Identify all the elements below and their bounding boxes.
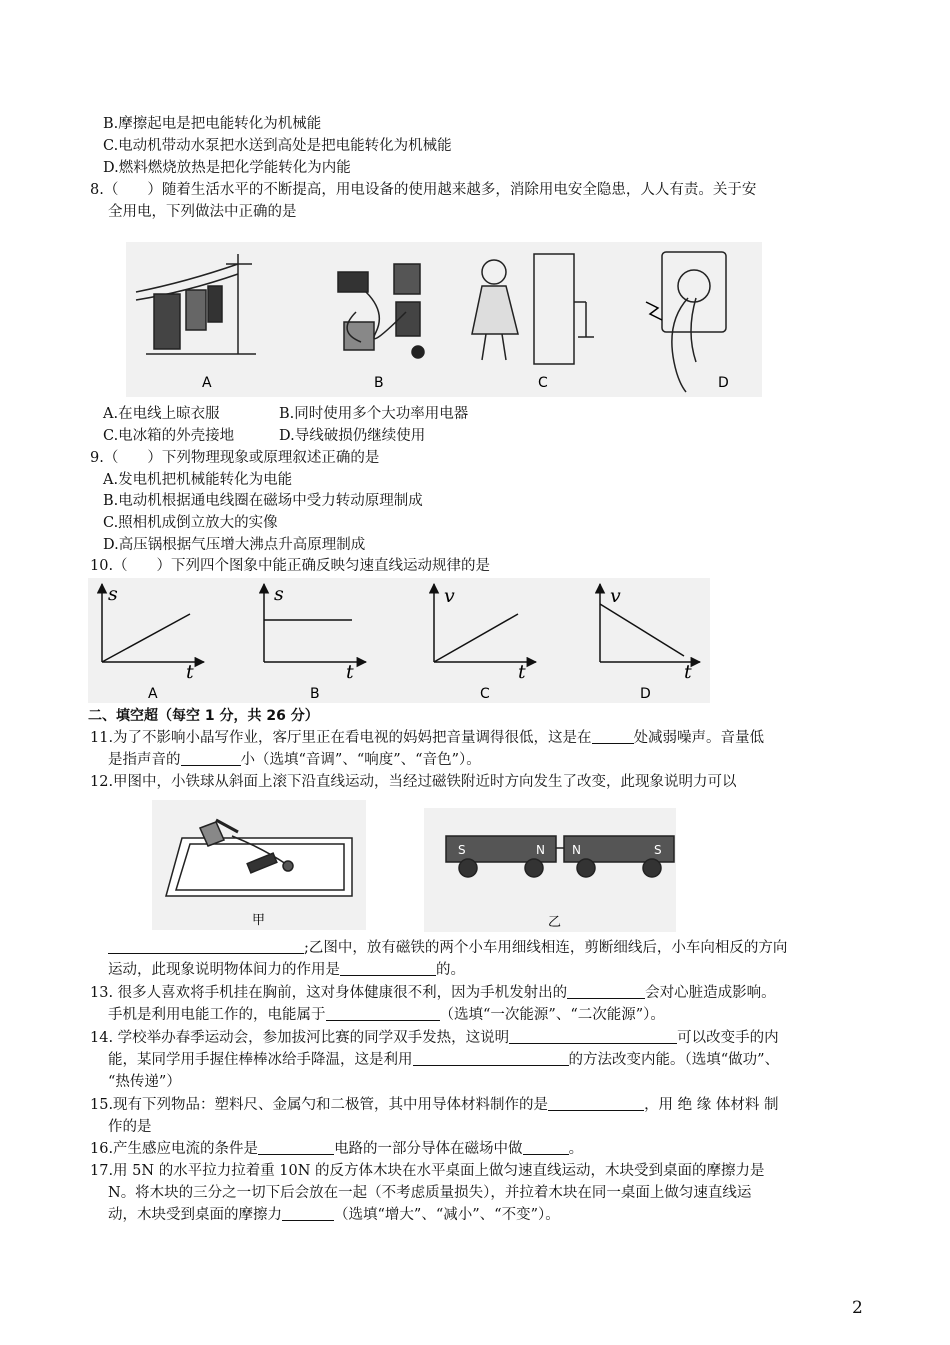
q15-text-2: ，用 绝 缘 体材料 制 xyxy=(644,1097,779,1113)
graph-b-y-label: s xyxy=(274,583,284,605)
answer-blank xyxy=(548,1096,644,1111)
magnet-carts-drawing xyxy=(424,808,676,932)
question-17-stem: 17.用 5N 的水平拉力拉着重 10N 的反方体木块在水平桌面上做匀速直线运动，木块受到桌面的摩擦力是 xyxy=(90,1163,765,1179)
answer-blank xyxy=(258,1140,334,1155)
section-heading: 二、填空超（每空 1 分，共 26 分） xyxy=(88,708,319,724)
magnet-pole-s: S xyxy=(654,843,662,857)
option-line: C.电动机带动水泵把水送到高处是把电能转化为机械能 xyxy=(103,138,452,154)
question-13 xyxy=(90,983,776,1003)
question-16 xyxy=(90,1139,583,1159)
safety-drawing xyxy=(126,242,762,397)
graph-a-label: A xyxy=(148,686,158,702)
q14-text-4: 的方法改变内能。（选填“做功”、 xyxy=(568,1052,780,1068)
figure-yi xyxy=(424,808,676,932)
q13-text-1: 13. 很多人喜欢将手机挂在胸前，这对身体健康很不利，因为手机发射出的 xyxy=(90,985,568,1001)
q17-text-1: 动，木块受到桌面的摩擦力 xyxy=(108,1207,282,1223)
q11-text-3: 是指声音的 xyxy=(108,752,181,768)
ramp-ball-magnet-drawing xyxy=(152,800,366,930)
question-9-stem: 9.（ ）下列物理现象或原理叙述正确的是 xyxy=(90,450,380,466)
graph-b-label: B xyxy=(310,686,320,702)
q13-text-3: 手机是利用电能工作的，电能属于 xyxy=(108,1007,326,1023)
question-14-cont xyxy=(108,1050,779,1070)
option-line: D.燃料燃烧放热是把化学能转化为内能 xyxy=(103,160,351,176)
question-17-cont xyxy=(108,1205,560,1225)
graph-c-y-label: v xyxy=(444,585,455,607)
q15-text-1: 15.现有下列物品：塑料尺、金属勺和二极管，其中用导体材料制作的是 xyxy=(90,1097,549,1113)
graph-c-x-label: t xyxy=(518,661,526,683)
graph-d-x-label: t xyxy=(684,661,692,683)
answer-blank xyxy=(509,1029,677,1044)
option-c: C.照相机成倒立放大的实像 xyxy=(103,515,278,531)
fridge-grounding-illustration xyxy=(472,254,594,364)
q16-text-3: 。 xyxy=(568,1141,584,1157)
question-8-stem: 8.（ ）随着生活水平的不断提高，用电设备的使用越来越多，消除用电安全隐患，人人有责。关于安 xyxy=(90,182,757,198)
figure-yi-label: 乙 xyxy=(548,915,562,930)
question-14 xyxy=(90,1028,779,1048)
question-11 xyxy=(90,728,764,748)
figure-label-c: C xyxy=(538,375,548,391)
figure-label-b: B xyxy=(374,375,384,391)
damaged-plug-illustration xyxy=(646,252,726,392)
answer-blank xyxy=(592,729,634,744)
appliances-illustration xyxy=(338,264,424,358)
q12-text-4: 的。 xyxy=(436,962,465,978)
magnet-pole-n: N xyxy=(536,843,545,857)
page-number: 2 xyxy=(852,1298,863,1318)
question-15 xyxy=(90,1095,779,1115)
option-a: A.发电机把机械能转化为电能 xyxy=(103,472,293,488)
question-11-cont xyxy=(108,750,481,770)
graph-a-x-label: t xyxy=(186,661,194,683)
q11-text-4: 小（选填“音调”、“响度”、“音色”）。 xyxy=(240,752,481,768)
clothes-on-wire-illustration xyxy=(136,254,256,354)
q13-text-4: （选填“一次能源”、“二次能源”）。 xyxy=(439,1007,665,1023)
q14-text-1: 14. 学校举办春季运动会，参加拔河比赛的同学双手发热，这说明 xyxy=(90,1030,510,1046)
graph-b-x-label: t xyxy=(346,661,354,683)
option-line: B.摩擦起电是把电能转化为机械能 xyxy=(103,116,322,132)
option-d: D.高压锅根据气压增大沸点升高原理制成 xyxy=(103,537,366,553)
answer-blank xyxy=(108,939,304,954)
option-b: B.同时使用多个大功率用电器 xyxy=(279,406,469,422)
magnet-pole-n: N xyxy=(572,843,581,857)
motion-graphs xyxy=(88,578,710,703)
answer-blank xyxy=(326,1006,440,1021)
safety-illustrations xyxy=(126,242,762,397)
figure-label-d: D xyxy=(718,375,729,391)
question-15-cont: 作的是 xyxy=(108,1119,152,1135)
q11-text-1: 11.为了不影响小晶写作业，客厅里正在看电视的妈妈把音量调得很低，这是在 xyxy=(90,730,592,746)
question-14-cont: “热传递”） xyxy=(108,1074,181,1090)
figure-jia-label: 甲 xyxy=(252,913,266,928)
q16-text-2: 电路的一部分导体在磁场中做 xyxy=(334,1141,523,1157)
question-12-cont xyxy=(108,960,465,980)
figure-jia xyxy=(152,800,366,930)
option-c: C.电冰箱的外壳接地 xyxy=(103,428,235,444)
question-12-cont xyxy=(108,938,787,958)
q11-text-2: 处减弱噪声。音量低 xyxy=(633,730,765,746)
q17-text-2: （选填“增大”、“减小”、“不变”）。 xyxy=(334,1207,560,1223)
q16-text-1: 16.产生感应电流的条件是 xyxy=(90,1141,259,1157)
q12-text-2: ;乙图中，放有磁铁的两个小车用细线相连，剪断细线后，小车向相反的方向 xyxy=(304,940,788,956)
answer-blank xyxy=(340,961,436,976)
graph-d-label: D xyxy=(640,686,651,702)
question-13-cont xyxy=(108,1005,665,1025)
q14-text-2: 可以改变手的内 xyxy=(677,1030,779,1046)
motion-graphs-drawing xyxy=(88,578,710,703)
option-b: B.电动机根据通电线圈在磁场中受力转动原理制成 xyxy=(103,493,423,509)
figure-label-a: A xyxy=(202,375,212,391)
answer-blank xyxy=(413,1051,569,1066)
answer-blank xyxy=(282,1206,334,1221)
graph-a-y-label: s xyxy=(108,583,118,605)
question-8-stem-cont: 全用电，下列做法中正确的是 xyxy=(108,204,297,220)
magnet-pole-s: S xyxy=(458,843,466,857)
q14-text-3: 能，某同学用手握住棒棒冰给手降温，这是利用 xyxy=(108,1052,413,1068)
graph-d-y-label: v xyxy=(610,585,621,607)
graph-c-label: C xyxy=(480,686,490,702)
question-10-stem: 10.（ ）下列四个图象中能正确反映匀速直线运动规律的是 xyxy=(90,558,491,574)
option-a: A.在电线上晾衣服 xyxy=(103,406,220,422)
answer-blank xyxy=(523,1140,569,1155)
q13-text-2: 会对心脏造成影响。 xyxy=(645,985,776,1001)
question-12-stem: 12.甲图中，小铁球从斜面上滚下沿直线运动，当经过磁铁附近时方向发生了改变，此现象说明力可以 xyxy=(90,774,737,790)
answer-blank xyxy=(567,984,645,999)
question-17-cont: N。将木块的三分之一切下后会放在一起（不考虑质量损失），并拉着木块在同一桌面上做匀速直线运 xyxy=(108,1185,752,1201)
q12-text-3: 运动，此现象说明物体间力的作用是 xyxy=(108,962,340,978)
option-d: D.导线破损仍继续使用 xyxy=(279,428,426,444)
answer-blank xyxy=(181,751,241,766)
